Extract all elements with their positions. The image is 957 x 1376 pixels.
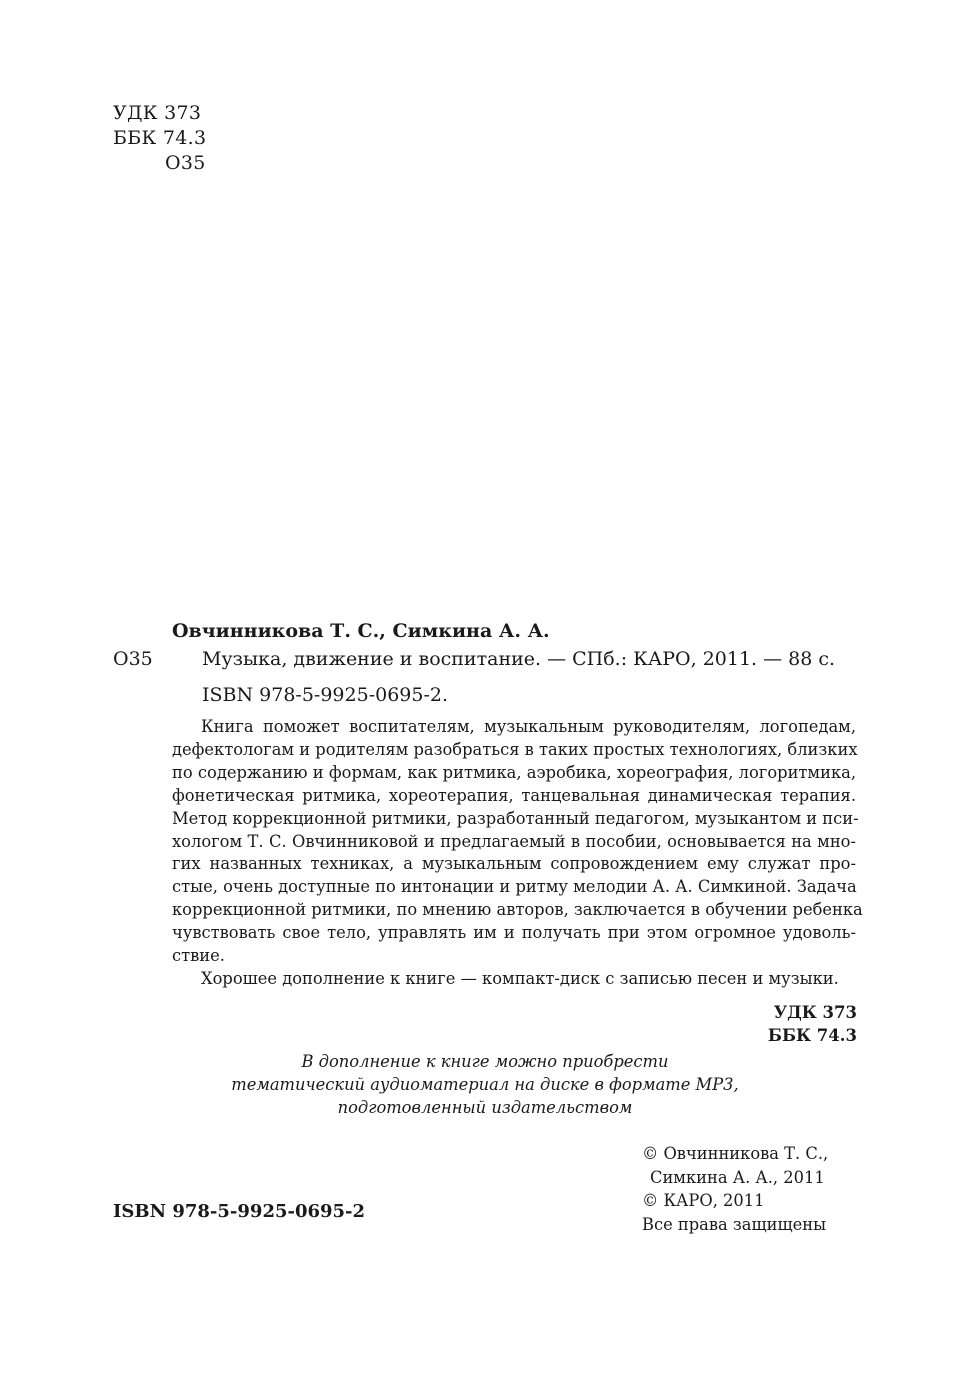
udk-code-top: УДК 373 <box>113 102 202 124</box>
udk-code-bottom: УДК 373 <box>773 1003 857 1022</box>
abstract-line: чувствовать свое тело, управлять им и получать при этом огромное удоволь- <box>172 923 856 943</box>
abstract-line: фонетическая ритмика, хореотерапия, танцевальная динамическая терапия. <box>172 785 856 805</box>
abstract-line: гих названных техниках, а музыкальным сопровождением ему служат про- <box>172 854 856 874</box>
title-line: Музыка, движение и воспитание. — СПб.: КАРО, 2011. — 88 с. <box>202 648 836 670</box>
bbk-code-top: ББК 74.3 <box>113 127 207 149</box>
copyright-block <box>642 1142 828 1236</box>
abstract-supplement: Хорошее дополнение к книге — компакт-диск с записью песен и музыки. <box>201 968 839 988</box>
audio-note <box>220 1050 750 1119</box>
bbk-code-bottom: ББК 74.3 <box>767 1026 857 1045</box>
abstract-line: Метод коррекционной ритмики, разработанный педагогом, музыкантом и пси- <box>172 808 859 828</box>
authors-heading: Овчинникова Т. С., Симкина А. А. <box>172 620 550 642</box>
abstract-line: дефектологам и родителям разобраться в таких простых технологиях, близких <box>172 739 858 759</box>
abstract <box>172 716 863 991</box>
abstract-line: хологом Т. С. Овчинниковой и предлагаемый в пособии, основывается на мно- <box>172 831 856 851</box>
audio-note-line: В дополнение к книге можно приобрести <box>301 1052 669 1071</box>
abstract-line: ствие. <box>172 946 225 966</box>
copyright-authors: © Овчинникова Т. С., <box>642 1144 829 1163</box>
isbn-footer: ISBN 978-5-9925-0695-2 <box>113 1201 366 1222</box>
copyright-publisher: © КАРО, 2011 <box>642 1191 765 1210</box>
copyright-coauthor: Симкина А. А., 2011 <box>650 1167 825 1187</box>
abstract-line: стые, очень доступные по интонации и ритму мелодии А. А. Симкиной. Задача <box>172 877 857 897</box>
abstract-line: коррекционной ритмики, по мнению авторов, заключается в обучении ребенка <box>172 900 863 920</box>
abstract-line: по содержанию и формам, как ритмика, аэробика, хореография, логоритмика, <box>172 762 856 782</box>
author-sign: О35 <box>113 648 153 670</box>
audio-note-line: подготовленный издательством <box>337 1098 633 1117</box>
isbn-record: ISBN 978-5-9925-0695-2. <box>202 684 449 706</box>
abstract-line: Книга поможет воспитателям, музыкальным руководителям, логопедам, <box>201 717 856 736</box>
classification-bottom <box>768 1001 857 1047</box>
audio-note-line: тематический аудиоматериал на диске в формате МР3, <box>231 1075 739 1094</box>
author-sign-top: О35 <box>165 152 206 174</box>
rights-reserved: Все права защищены <box>642 1214 827 1234</box>
